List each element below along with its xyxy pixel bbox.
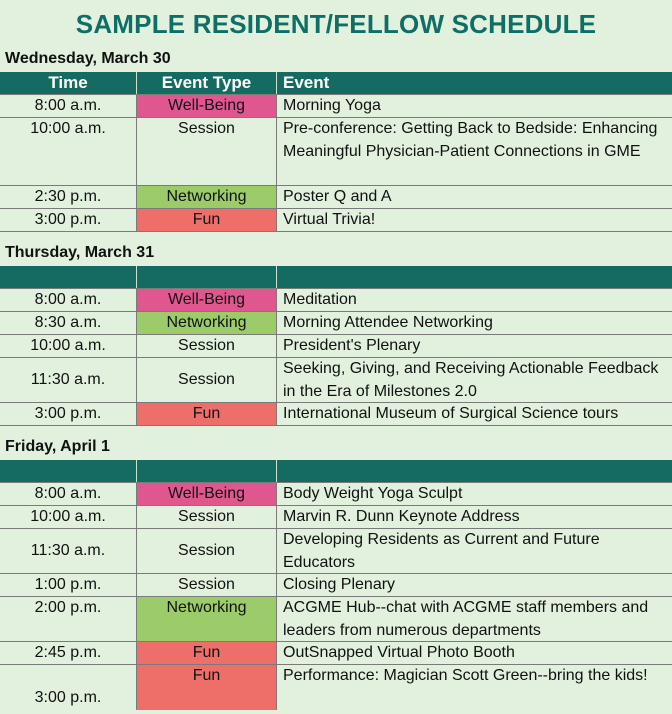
table-row (0, 186, 672, 209)
table-row (0, 574, 672, 597)
event-cell: Morning Yoga (283, 97, 381, 114)
time-cell: 10:00 a.m. (0, 118, 137, 185)
event-cell: ACGME Hub--chat with ACGME staff members and leaders from numerous departments (283, 599, 649, 639)
time-cell: 8:30 a.m. (0, 312, 137, 334)
time-cell: 11:30 a.m. (0, 358, 137, 402)
header-time: Time (0, 72, 137, 94)
event-cell: Developing Residents as Current and Future Educators (283, 531, 600, 571)
event-type-cell: Networking (137, 312, 277, 334)
table-row (0, 665, 672, 710)
time-cell: 11:30 a.m. (0, 529, 137, 573)
day-heading-thursday: Thursday, March 31 (0, 240, 672, 266)
schedule-table-friday (0, 482, 672, 710)
time-cell: 3:00 p.m. (0, 665, 137, 710)
event-type-cell: Fun (137, 642, 277, 664)
event-type-cell: Session (137, 335, 277, 357)
table-row (0, 403, 672, 426)
event-cell: President's Plenary (283, 337, 421, 354)
table-row (0, 597, 672, 642)
time-cell: 2:30 p.m. (0, 186, 137, 208)
table-row (0, 358, 672, 403)
time-cell: 3:00 p.m. (0, 403, 137, 425)
event-cell: Virtual Trivia! (283, 211, 376, 228)
schedule-table-thursday (0, 288, 672, 426)
time-cell: 10:00 a.m. (0, 335, 137, 357)
column-header-row (0, 72, 672, 94)
table-row (0, 209, 672, 232)
page-title: SAMPLE RESIDENT/FELLOW SCHEDULE (75, 9, 597, 39)
event-cell: Meditation (283, 291, 357, 308)
event-type-cell: Well-Being (137, 289, 277, 311)
event-type-cell: Well-Being (137, 483, 277, 505)
header-event: Event (283, 73, 330, 92)
event-type-cell: Networking (137, 186, 277, 208)
table-row (0, 95, 672, 118)
time-cell: 2:45 p.m. (0, 642, 137, 664)
time-cell: 2:00 p.m. (0, 597, 137, 641)
event-cell: International Museum of Surgical Science tours (283, 405, 619, 422)
table-row (0, 118, 672, 186)
event-type-cell: Fun (137, 665, 277, 710)
event-type-cell: Fun (137, 209, 277, 231)
table-row (0, 483, 672, 506)
schedule-table-wednesday (0, 94, 672, 232)
event-type-cell: Session (137, 529, 277, 573)
event-type-cell: Fun (137, 403, 277, 425)
table-row (0, 642, 672, 665)
event-cell: Poster Q and A (283, 188, 392, 205)
table-row (0, 335, 672, 358)
time-cell: 3:00 p.m. (0, 209, 137, 231)
event-cell: Pre-conference: Getting Back to Bedside: Enhancing Meaningful Physician-Patient Connections in GME (283, 120, 658, 160)
day-heading-friday: Friday, April 1 (0, 434, 672, 460)
event-cell: Morning Attendee Networking (283, 314, 493, 331)
column-header-bar (0, 266, 672, 288)
event-cell: Seeking, Giving, and Receiving Actionable Feedback in the Era of Milestones 2.0 (283, 360, 659, 400)
event-type-cell: Session (137, 574, 277, 596)
event-type-cell: Networking (137, 597, 277, 641)
time-cell: 8:00 a.m. (0, 95, 137, 117)
event-cell: Closing Plenary (283, 576, 396, 593)
table-row (0, 506, 672, 529)
table-row (0, 312, 672, 335)
event-cell: Performance: Magician Scott Green--bring the kids! (283, 667, 648, 684)
day-heading-wednesday: Wednesday, March 30 (0, 46, 672, 72)
event-cell: OutSnapped Virtual Photo Booth (283, 644, 515, 661)
column-header-bar (0, 460, 672, 482)
event-cell: Marvin R. Dunn Keynote Address (283, 508, 520, 525)
time-cell: 10:00 a.m. (0, 506, 137, 528)
event-type-cell: Session (137, 118, 277, 185)
table-row (0, 529, 672, 574)
header-event-type: Event Type (137, 72, 277, 94)
time-cell: 8:00 a.m. (0, 289, 137, 311)
event-type-cell: Session (137, 358, 277, 402)
table-row (0, 289, 672, 312)
event-cell: Body Weight Yoga Sculpt (283, 485, 463, 502)
time-cell: 1:00 p.m. (0, 574, 137, 596)
event-type-cell: Well-Being (137, 95, 277, 117)
event-type-cell: Session (137, 506, 277, 528)
time-cell: 8:00 a.m. (0, 483, 137, 505)
